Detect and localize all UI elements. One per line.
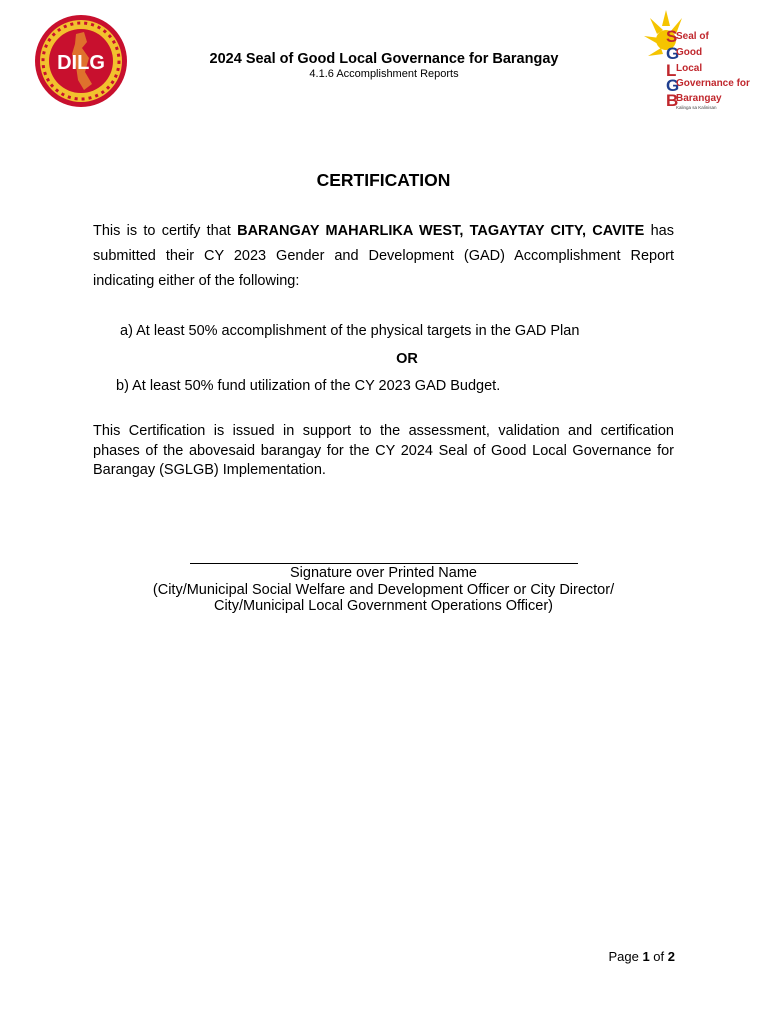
dilg-logo	[32, 14, 130, 108]
certification-title: CERTIFICATION	[316, 170, 451, 190]
page-number	[560, 949, 675, 964]
current-page: 1	[642, 949, 650, 964]
signatory-role-line-2: City/Municipal Local Government Operations Officer)	[213, 598, 553, 614]
option-b: b) At least 50% fund utilization of the CY 2023 GAD Budget.	[116, 378, 501, 394]
svg-text:B: B	[666, 91, 679, 110]
page-word: Page	[608, 949, 639, 964]
of-word: of	[653, 949, 665, 964]
svg-text:L: L	[666, 61, 677, 80]
sglgb-line-2: Good	[676, 47, 703, 58]
signatory-role-line-1: (City/Municipal Social Welfare and Development Officer or City Director/	[152, 581, 615, 598]
header-subtitle: 4.1.6 Accomplishment Reports	[309, 68, 459, 80]
intro-prefix: This is to certify that	[93, 223, 238, 239]
sglgb-line-1: Seal of	[676, 31, 709, 42]
intro-rest: has submitted their CY 2023 Gender and Development (GAD) Accomplishment Report indicating either of the following:	[93, 223, 674, 289]
header-title: 2024 Seal of Good Local Governance for Barangay	[209, 51, 559, 67]
purpose-paragraph: This Certification is issued in support to the assessment, validation and certification phases of the abovesaid barangay for the CY 2024 Seal of Good Local Governance for Barangay (SGLGB) Implementation.	[93, 423, 674, 478]
sglgb-tagline: Kalinga sa Kalinisan	[676, 105, 717, 110]
option-a: a) At least 50% accomplishment of the physical targets in the GAD Plan	[120, 323, 580, 339]
or-separator: OR	[396, 351, 418, 367]
sglgb-line-4: Governance for	[676, 78, 750, 89]
total-pages: 2	[667, 949, 675, 964]
sglgb-line-5: Barangay	[676, 93, 722, 104]
dilg-logo-text: DILG	[57, 52, 105, 74]
certification-intro-paragraph	[93, 219, 674, 294]
svg-text:G: G	[666, 76, 680, 95]
signature-block	[93, 565, 674, 615]
sglgb-line-3: Local	[676, 63, 703, 74]
signature-label: Signature over Printed Name	[290, 565, 477, 581]
barangay-name: BARANGAY MAHARLIKA WEST, TAGAYTAY CITY, CAVITE	[237, 223, 645, 239]
signature-line	[190, 563, 578, 564]
svg-text:S: S	[666, 27, 678, 46]
sglgb-logo	[636, 6, 760, 110]
svg-text:G: G	[666, 44, 680, 63]
